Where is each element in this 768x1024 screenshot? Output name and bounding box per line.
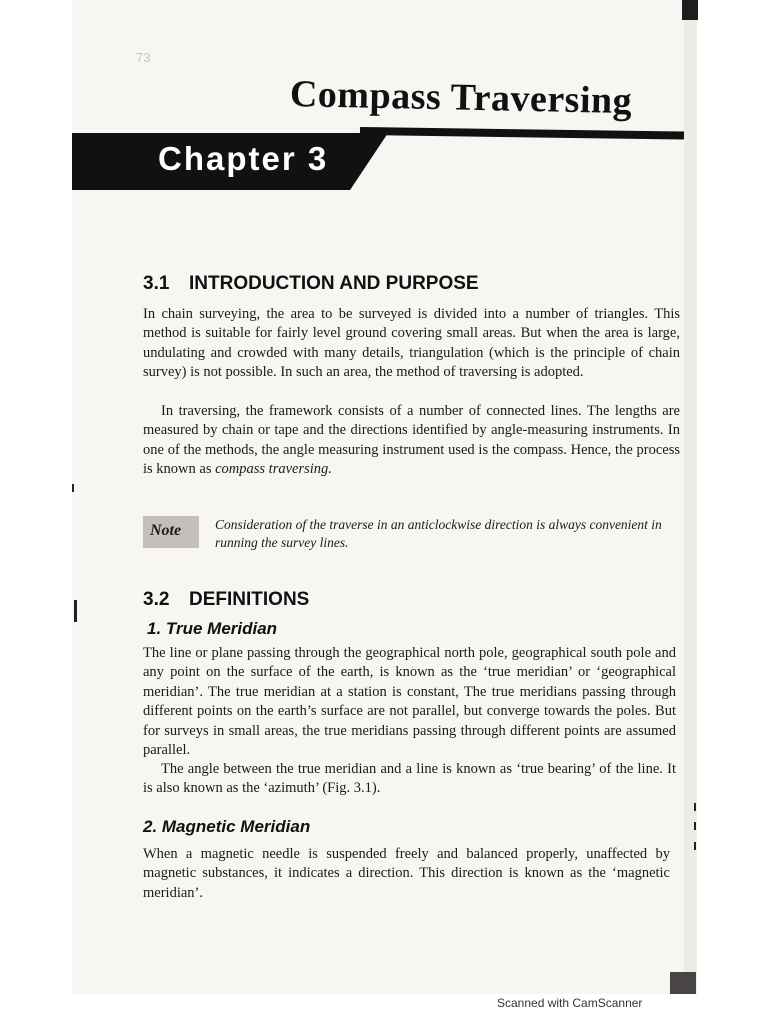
subheading-true-meridian: 1. True Meridian (147, 619, 278, 638)
scan-mark (72, 484, 74, 492)
scan-mark (694, 803, 696, 811)
note-label: Note (150, 522, 182, 539)
true-meridian-paragraph-1: The line or plane passing through the geographical north pole, geographical south pole and any point on the surface of the earth, is known as the ‘true meridian’ or ‘geographical meridian’. The true meridian at a station is constant, The true meridians passing through different points on the earth’s surface are not parallel, but converge towards the poles. But for surveys in small areas, the true meridians passing through different points are assumed parallel. (143, 645, 676, 759)
section-number: 3.1 (143, 273, 170, 294)
ghost-page-number: 73 (136, 50, 151, 65)
magnetic-meridian-paragraph-1: When a magnetic needle is suspended freely and balanced properly, unaffected by magnetic substances, it indicates a direction. This direction is known as the ‘magnetic meridian’. (143, 846, 670, 901)
scan-mark (694, 822, 696, 830)
intro-paragraph-2-emphasis: compass traversing. (215, 461, 332, 478)
scan-mark (694, 842, 696, 850)
intro-paragraph-1: In chain surveying, the area to be surveyed is divided into a number of triangles. This method is suitable for fairly level ground covering small areas. But when the area is large, undulating and crowded with many details, triangulation (which is the principle of chain survey) is not possible. In such an area, the method of traversing is adopted. (143, 306, 680, 381)
page-corner-shadow-top (682, 0, 698, 20)
section-heading-3-1 (143, 273, 479, 295)
section-title: INTRODUCTION AND PURPOSE (189, 273, 479, 294)
intro-paragraph-2-text: In traversing, the framework consists of a number of connected lines. The lengths are measured by chain or tape and the directions identified by angle-measuring instruments. In one of the methods, the angle measuring instrument used is the compass. Hence, the process is known as (143, 403, 680, 478)
true-meridian-paragraph-2-text: The angle between the true meridian and a line is known as ‘true bearing’ of the line. It is also known as the ‘azimuth’ (Fig. 3.1). (143, 761, 676, 797)
intro-paragraph-2 (143, 402, 680, 480)
true-meridian-paragraph-2 (143, 760, 676, 799)
subheading-magnetic-meridian: 2. Magnetic Meridian (143, 817, 311, 836)
scan-mark (74, 600, 77, 622)
scanner-watermark: Scanned with CamScanner (497, 996, 643, 1010)
section-heading-3-2 (143, 589, 309, 611)
page-corner-shadow-bottom (670, 972, 696, 994)
chapter-title: Compass Traversing (289, 73, 633, 123)
chapter-label: Chapter 3 (158, 140, 329, 177)
section-number: 3.2 (143, 589, 170, 610)
section-title: DEFINITIONS (189, 589, 310, 610)
note-text: Consideration of the traverse in an anticlockwise direction is always convenient in running the survey lines. (215, 517, 662, 550)
